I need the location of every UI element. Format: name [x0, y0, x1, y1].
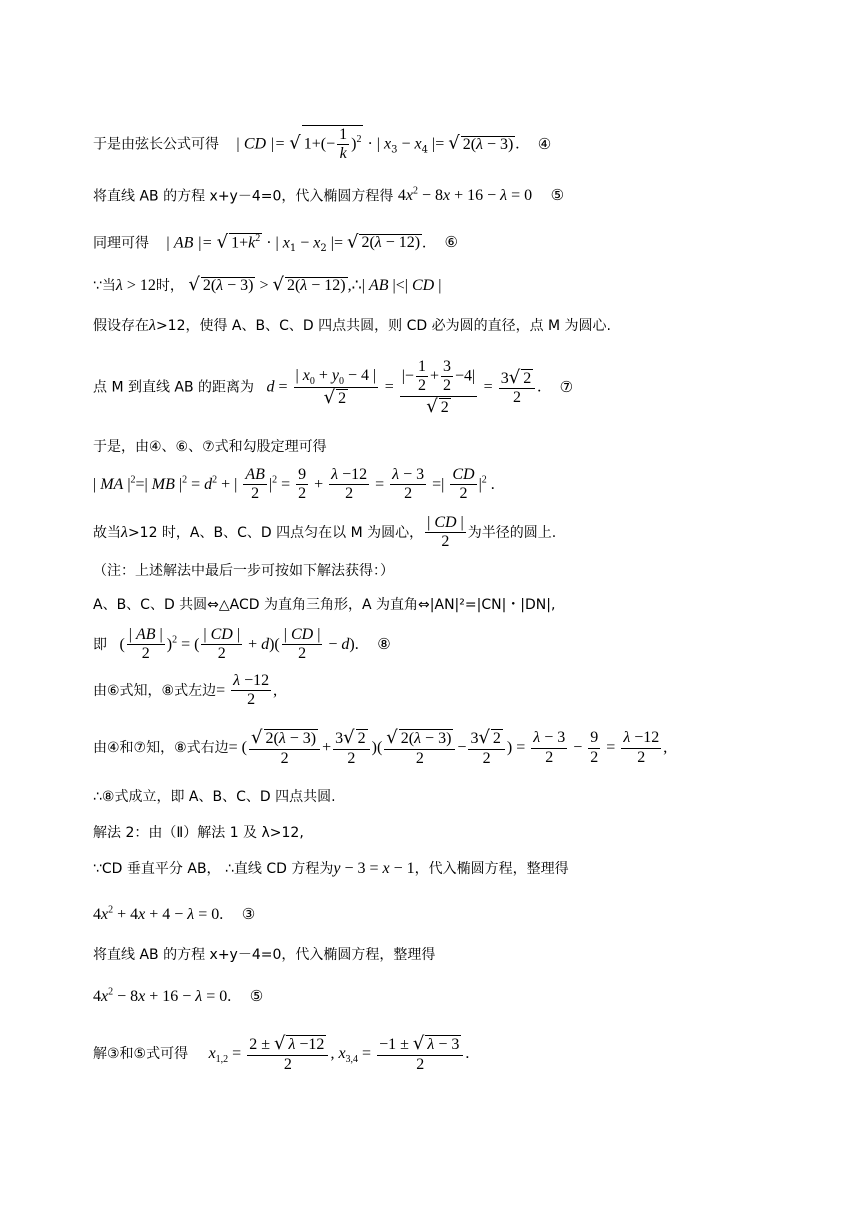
text-segment: A、B、C、D 共圆⇔△ACD 为直角三角形，A 为直角⇔|AN|²=|CN|・|DN|, [93, 597, 556, 613]
method-2-heading [93, 826, 304, 840]
text-segment: 将直线 AB 的方程 x+y－4=0，代入椭圆方程得 [93, 188, 394, 205]
text-segment: ∵当 [93, 278, 116, 294]
equation-number: ⑤ [249, 987, 264, 1006]
assumption-line: 假设存在λ>12，使得 A、B、C、D 四点共圆，则 CD 必为圆的直径，点 M 为圆心. [93, 317, 612, 334]
text-segment: 假设存在 [93, 318, 149, 334]
text-segment: 于是由弦长公式可得 [93, 136, 219, 153]
note-line [93, 564, 394, 578]
conclusion-line: 故当λ>12 时，A、B、C、D 四点匀在以 M 为圆心， $\frac{| CD |}{2}$ 为半径的圆上. [93, 514, 557, 551]
text-segment: 时， [155, 278, 184, 294]
right-side-line: 由④和⑦知，⑧式右边= ( $\frac{√ 2(\lambda - 3)}{2}$ + $\frac{3√ 2}{2}$ )( $\frac{√ 2(\lambda - 3)}{2}$ − $\frac{3√ 2}{2}$ ) = $\frac{\lambda - 3}{2}$ − $\frac{9}{2}$ = $\frac{\lambda -12}{2}$ , [93, 727, 668, 767]
text-segment: 于是，由④、⑥、⑦式和勾股定理可得 [93, 439, 327, 455]
concyclic-condition-line [93, 598, 555, 612]
text-segment: （注：上述解法中最后一步可按如下解法获得：） [93, 563, 394, 579]
text-segment: ，代入椭圆方程，整理得 [414, 861, 569, 877]
equation-number: ⑥ [444, 233, 458, 252]
left-side-line: 由⑥式知，⑧式左边= $\frac{\lambda -12}{2}$ , [93, 672, 278, 709]
text-segment: 将直线 AB 的方程 x+y－4=0，代入椭圆方程，整理得 [93, 947, 436, 963]
equation-number: ③ [241, 905, 256, 924]
ab-substitution-line-2 [93, 948, 435, 962]
chord-length-ab-line: 同理可得 | AB |= √ $1+k^2$ · | $x_1 - x_2$ |= √ 2(λ − 12) . ⑥ [93, 231, 458, 255]
text-segment: >12 时，A、B、C、D 四点匀在以 M 为圆心， [127, 524, 424, 541]
ab-substitution-line: 将直线 AB 的方程 x+y－4=0，代入椭圆方程得 $4x^2 - 8x + 16 - \lambda = 0$ ⑤ [93, 186, 565, 205]
equation-number: ⑦ [559, 377, 574, 396]
text-segment: 为半径的圆上. [467, 524, 557, 541]
roots-line: 解③和⑤式可得 $x_{1,2}$ = $\frac{2 \pm √ \lambda -12}{2}$ , $x_{3,4}$ = $\frac{-1 \pm √ \lambda - 3}{2}$ . [93, 1033, 470, 1073]
text-segment: ∵CD 垂直平分 AB， ∴直线 CD 方程为 [93, 861, 334, 877]
text-segment: 同理可得 [93, 235, 149, 252]
equation-number: ④ [537, 134, 552, 153]
conclusion-8-line [93, 790, 336, 804]
text-segment: 由④和⑦知，⑧式右边 [93, 740, 229, 757]
equation-5-line: $4x^2 - 8x + 16 - \lambda = 0$. ⑤ [93, 987, 264, 1006]
text-segment: ∴⑧式成立，即 A、B、C、D 四点共圆. [93, 789, 336, 805]
equation-number: ⑤ [550, 186, 565, 205]
chord-length-cd-line: 于是由弦长公式可得 | CD |= √ 1+(− $\frac{1}{k}$ )$^2$ · | $x_3 - x_4$ |= √ 2(λ − 3) . ④ [93, 126, 552, 163]
text-segment: 由⑥式知，⑧式左边 [93, 682, 217, 699]
equation-number: ⑧ [377, 634, 391, 653]
text-segment: 解法 2：由（Ⅱ）解法 1 及 λ>12, [93, 825, 304, 841]
text-segment: 点 M 到直线 AB 的距离为 [93, 379, 255, 396]
comparison-line: ∵当λ > 12时， √ 2(λ − 3) > √ 2(λ − 12) ,∴| AB |<| CD | [93, 274, 442, 295]
pythagoras-equation-line: | MA $|^2=|$ MB $|^2 = d^2$ + | $\frac{AB}{2}$ $|^2$ = $\frac{9}{2}$ + $\frac{\lambda -12}{2}$ = $\frac{\lambda - 3}{2}$ =| $\frac{CD}{2}$ $|^2$ . [93, 466, 495, 503]
equation-3-line: $4x^2 + 4x + 4 - \lambda = 0$. ③ [93, 905, 256, 924]
equation-8-line: 即 ( $\frac{| AB |}{2}$ )$^2$ = ( $\frac{| CD |}{2}$ + d)( $\frac{| CD |}{2}$ − d). ⑧ [93, 626, 391, 663]
cd-line-equation: ∵CD 垂直平分 AB， ∴直线 CD 方程为y − 3 = x − 1，代入椭圆方程，整理得 [93, 860, 569, 877]
text-segment: 解③和⑤式可得 [93, 1046, 189, 1063]
text-segment: 故当 [93, 524, 121, 541]
text-segment: >12，使得 A、B、C、D 四点共圆，则 CD 必为圆的直径，点 M 为圆心. [155, 318, 612, 334]
pythagoras-intro-line [93, 440, 327, 454]
distance-line: 点 M 到直线 AB 的距离为 d = $\frac{| x_0 + y_0 - 4 |}{√ 2}$ = |− $\frac{1}{2}$ + $\frac{3}{2}$ −4| √ 2 = $\frac{3√ 2}{2}$ . ⑦ [93, 358, 574, 417]
text-segment: 即 [93, 636, 107, 653]
